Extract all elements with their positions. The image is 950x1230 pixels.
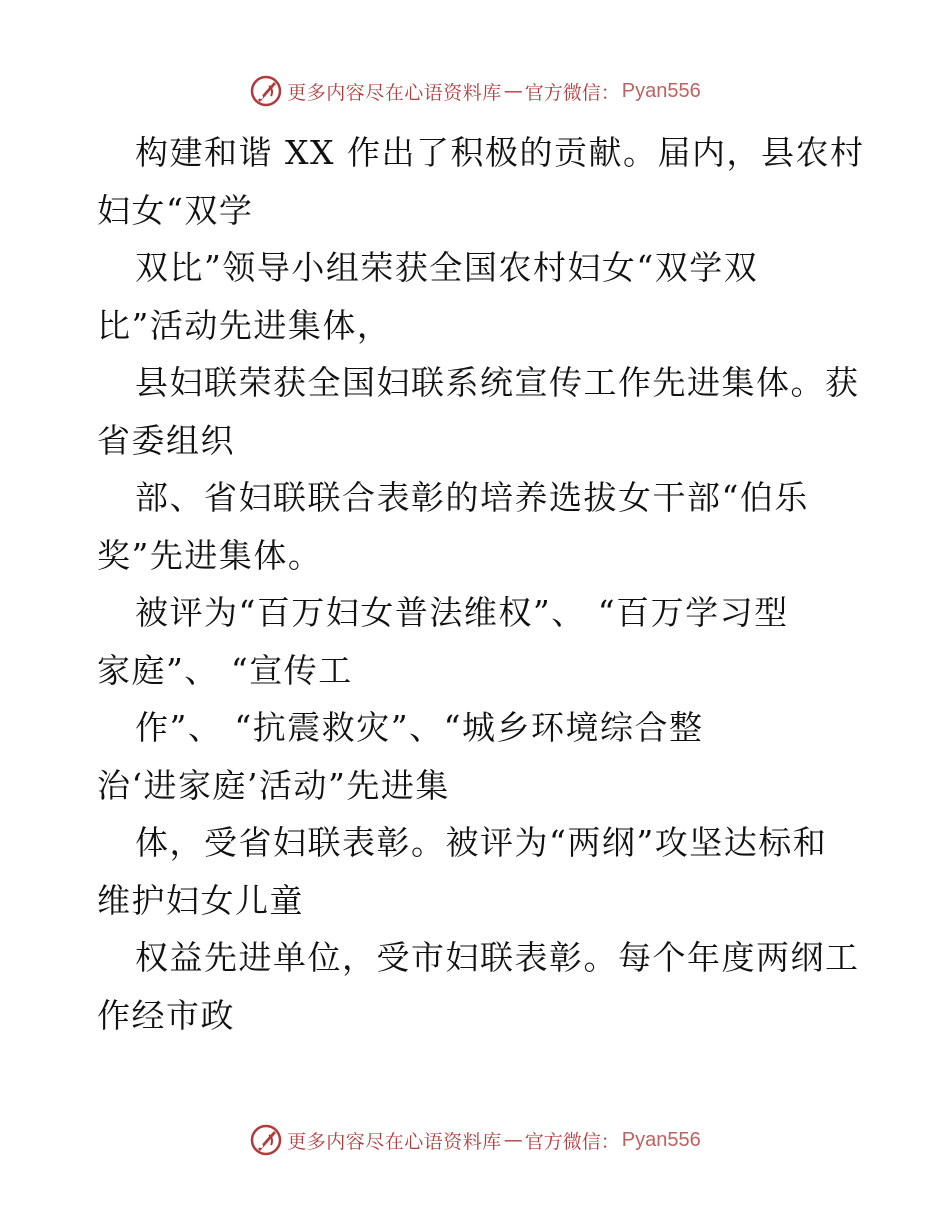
text-line: 家庭”、 “宣传工: [97, 650, 353, 690]
text-line: 比”活动先进集体，: [97, 305, 392, 345]
footer-watermark: [0, 1120, 950, 1160]
quill-pen-icon: [249, 1123, 283, 1157]
watermark-wechat-label: 官方微信：: [524, 1130, 620, 1153]
text-line: 奖”先进集体。: [97, 535, 323, 575]
text-line: 治‘进家庭’活动”先进集: [97, 765, 450, 805]
text-line: 省委组织: [97, 420, 235, 460]
text-line: 体，受省妇联表彰。被评为“两纲”攻坚达标和: [135, 823, 828, 862]
watermark-wechat-id: Pyan556: [621, 1128, 701, 1151]
text-line: 维护妇女儿童: [97, 880, 304, 920]
watermark-main-text: 更多内容尽在心语资料库: [287, 1130, 502, 1153]
text-line: 作”、 “抗震救灾”、“城乡环境综合整: [135, 708, 704, 747]
watermark-dash: —: [503, 80, 523, 102]
quill-pen-icon: [249, 74, 283, 108]
watermark-wechat-label: 官方微信：: [524, 81, 620, 104]
header-watermark: [0, 71, 950, 111]
text-line: 双比”领导小组荣获全国农村妇女“双学双: [135, 248, 759, 287]
text-line: 权益先进单位，受市妇联表彰。每个年度两纲工: [135, 938, 860, 977]
text-line: 县妇联荣获全国妇联系统宣传工作先进集体。获: [135, 363, 860, 402]
text-line: 妇女“双学: [97, 190, 254, 230]
watermark-main-text: 更多内容尽在心语资料库: [287, 81, 502, 104]
text-line: 部、省妇联联合表彰的培养选拔女干部“伯乐: [135, 478, 809, 517]
text-line: 构建和谐 XX 作出了积极的贡献。届内，县农村: [135, 133, 865, 172]
text-line: 作经市政: [97, 995, 235, 1035]
text-line: 被评为“百万妇女普法维权”、 “百万学习型: [135, 593, 789, 632]
watermark-wechat-id: Pyan556: [621, 79, 701, 102]
watermark-dash: —: [503, 1129, 523, 1151]
document-body: [97, 124, 867, 1044]
